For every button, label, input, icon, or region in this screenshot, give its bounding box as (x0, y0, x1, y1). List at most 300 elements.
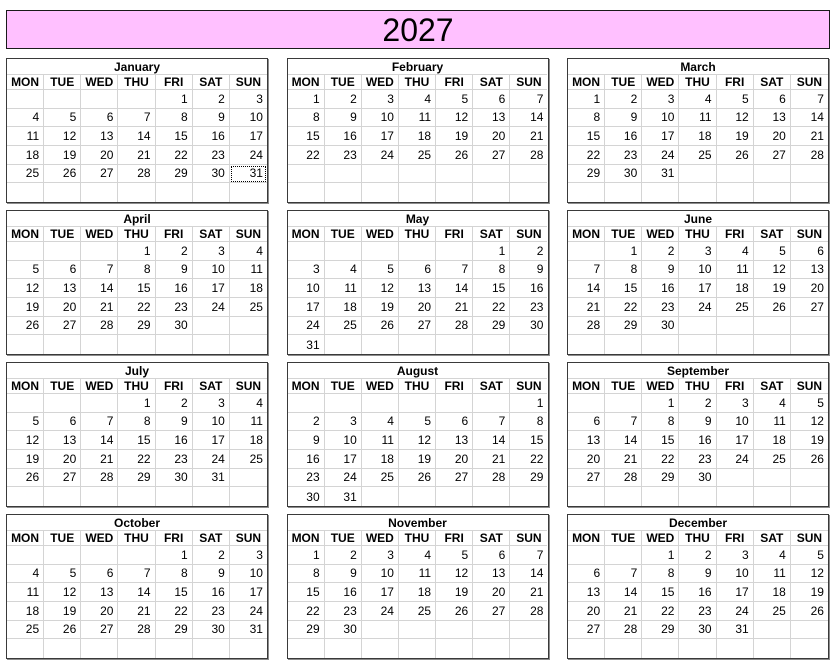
day-cell-december-27[interactable]: 27 (568, 621, 605, 640)
day-cell-january-24[interactable]: 24 (230, 146, 267, 165)
day-cell-november-19[interactable]: 19 (436, 583, 473, 602)
day-cell-september-5[interactable]: 5 (791, 394, 828, 413)
day-cell-november-5[interactable]: 5 (436, 546, 473, 565)
day-cell-may-4[interactable]: 4 (325, 261, 362, 280)
day-cell-june-7[interactable]: 7 (568, 261, 605, 280)
empty-day-cell[interactable] (754, 183, 791, 202)
day-cell-march-12[interactable]: 12 (717, 109, 754, 128)
empty-day-cell[interactable] (7, 487, 44, 506)
empty-day-cell[interactable] (230, 639, 267, 658)
day-cell-september-8[interactable]: 8 (642, 413, 679, 432)
empty-day-cell[interactable] (717, 317, 754, 336)
day-cell-september-26[interactable]: 26 (791, 450, 828, 469)
empty-day-cell[interactable] (118, 546, 155, 565)
day-cell-january-2[interactable]: 2 (193, 90, 230, 109)
day-cell-may-17[interactable]: 17 (288, 298, 325, 317)
day-cell-november-24[interactable]: 24 (362, 602, 399, 621)
day-cell-june-2[interactable]: 2 (642, 242, 679, 261)
empty-day-cell[interactable] (156, 183, 193, 202)
empty-day-cell[interactable] (436, 165, 473, 184)
day-cell-september-14[interactable]: 14 (605, 431, 642, 450)
day-cell-april-27[interactable]: 27 (44, 317, 81, 336)
day-cell-may-11[interactable]: 11 (325, 279, 362, 298)
day-cell-april-30[interactable]: 30 (156, 317, 193, 336)
day-cell-february-25[interactable]: 25 (399, 146, 436, 165)
day-cell-april-14[interactable]: 14 (81, 279, 118, 298)
day-cell-november-12[interactable]: 12 (436, 565, 473, 584)
day-cell-february-9[interactable]: 9 (325, 109, 362, 128)
day-cell-february-3[interactable]: 3 (362, 90, 399, 109)
day-cell-july-20[interactable]: 20 (44, 450, 81, 469)
day-cell-august-23[interactable]: 23 (288, 469, 325, 488)
day-cell-july-27[interactable]: 27 (44, 469, 81, 488)
day-cell-april-26[interactable]: 26 (7, 317, 44, 336)
day-cell-march-26[interactable]: 26 (717, 146, 754, 165)
day-cell-december-2[interactable]: 2 (679, 546, 716, 565)
day-cell-march-19[interactable]: 19 (717, 127, 754, 146)
empty-day-cell[interactable] (568, 639, 605, 658)
day-cell-october-23[interactable]: 23 (193, 602, 230, 621)
empty-day-cell[interactable] (679, 183, 716, 202)
day-cell-march-2[interactable]: 2 (605, 90, 642, 109)
empty-day-cell[interactable] (362, 335, 399, 354)
empty-day-cell[interactable] (717, 183, 754, 202)
day-cell-may-26[interactable]: 26 (362, 317, 399, 336)
day-cell-december-23[interactable]: 23 (679, 602, 716, 621)
day-cell-april-7[interactable]: 7 (81, 261, 118, 280)
day-cell-april-17[interactable]: 17 (193, 279, 230, 298)
day-cell-march-25[interactable]: 25 (679, 146, 716, 165)
day-cell-july-17[interactable]: 17 (193, 431, 230, 450)
empty-day-cell[interactable] (754, 621, 791, 640)
day-cell-april-5[interactable]: 5 (7, 261, 44, 280)
day-cell-february-1[interactable]: 1 (288, 90, 325, 109)
empty-day-cell[interactable] (605, 335, 642, 354)
day-cell-august-30[interactable]: 30 (288, 487, 325, 506)
day-cell-august-3[interactable]: 3 (325, 413, 362, 432)
empty-day-cell[interactable] (7, 90, 44, 109)
empty-day-cell[interactable] (399, 487, 436, 506)
empty-day-cell[interactable] (754, 335, 791, 354)
day-cell-november-6[interactable]: 6 (473, 546, 510, 565)
empty-day-cell[interactable] (754, 639, 791, 658)
day-cell-march-14[interactable]: 14 (791, 109, 828, 128)
day-cell-july-24[interactable]: 24 (193, 450, 230, 469)
empty-day-cell[interactable] (399, 183, 436, 202)
empty-day-cell[interactable] (193, 335, 230, 354)
empty-day-cell[interactable] (362, 242, 399, 261)
empty-day-cell[interactable] (81, 546, 118, 565)
day-cell-november-1[interactable]: 1 (288, 546, 325, 565)
day-cell-august-5[interactable]: 5 (399, 413, 436, 432)
day-cell-april-22[interactable]: 22 (118, 298, 155, 317)
empty-day-cell[interactable] (679, 335, 716, 354)
day-cell-january-16[interactable]: 16 (193, 127, 230, 146)
day-cell-january-25[interactable]: 25 (7, 165, 44, 184)
day-cell-may-6[interactable]: 6 (399, 261, 436, 280)
empty-day-cell[interactable] (754, 487, 791, 506)
day-cell-june-15[interactable]: 15 (605, 279, 642, 298)
empty-day-cell[interactable] (436, 394, 473, 413)
day-cell-july-30[interactable]: 30 (156, 469, 193, 488)
day-cell-october-4[interactable]: 4 (7, 565, 44, 584)
day-cell-november-9[interactable]: 9 (325, 565, 362, 584)
empty-day-cell[interactable] (118, 183, 155, 202)
day-cell-april-12[interactable]: 12 (7, 279, 44, 298)
day-cell-october-14[interactable]: 14 (118, 583, 155, 602)
day-cell-october-16[interactable]: 16 (193, 583, 230, 602)
empty-day-cell[interactable] (325, 394, 362, 413)
day-cell-november-7[interactable]: 7 (510, 546, 547, 565)
day-cell-may-31[interactable]: 31 (288, 335, 325, 354)
day-cell-december-4[interactable]: 4 (754, 546, 791, 565)
day-cell-july-23[interactable]: 23 (156, 450, 193, 469)
day-cell-october-12[interactable]: 12 (44, 583, 81, 602)
empty-day-cell[interactable] (568, 335, 605, 354)
day-cell-december-15[interactable]: 15 (642, 583, 679, 602)
empty-day-cell[interactable] (81, 487, 118, 506)
day-cell-april-8[interactable]: 8 (118, 261, 155, 280)
day-cell-december-28[interactable]: 28 (605, 621, 642, 640)
day-cell-october-19[interactable]: 19 (44, 602, 81, 621)
empty-day-cell[interactable] (399, 639, 436, 658)
day-cell-october-31[interactable]: 31 (230, 621, 267, 640)
empty-day-cell[interactable] (44, 639, 81, 658)
empty-day-cell[interactable] (325, 165, 362, 184)
day-cell-august-15[interactable]: 15 (510, 431, 547, 450)
empty-day-cell[interactable] (44, 546, 81, 565)
day-cell-july-18[interactable]: 18 (230, 431, 267, 450)
empty-day-cell[interactable] (156, 335, 193, 354)
day-cell-july-9[interactable]: 9 (156, 413, 193, 432)
day-cell-august-4[interactable]: 4 (362, 413, 399, 432)
day-cell-may-19[interactable]: 19 (362, 298, 399, 317)
day-cell-october-11[interactable]: 11 (7, 583, 44, 602)
day-cell-july-22[interactable]: 22 (118, 450, 155, 469)
day-cell-september-21[interactable]: 21 (605, 450, 642, 469)
empty-day-cell[interactable] (436, 335, 473, 354)
empty-day-cell[interactable] (510, 183, 547, 202)
day-cell-january-15[interactable]: 15 (156, 127, 193, 146)
day-cell-april-28[interactable]: 28 (81, 317, 118, 336)
day-cell-december-8[interactable]: 8 (642, 565, 679, 584)
day-cell-december-21[interactable]: 21 (605, 602, 642, 621)
empty-day-cell[interactable] (399, 165, 436, 184)
day-cell-march-16[interactable]: 16 (605, 127, 642, 146)
empty-day-cell[interactable] (791, 183, 828, 202)
day-cell-january-5[interactable]: 5 (44, 109, 81, 128)
day-cell-november-22[interactable]: 22 (288, 602, 325, 621)
empty-day-cell[interactable] (679, 317, 716, 336)
day-cell-december-24[interactable]: 24 (717, 602, 754, 621)
day-cell-september-11[interactable]: 11 (754, 413, 791, 432)
day-cell-february-23[interactable]: 23 (325, 146, 362, 165)
day-cell-may-21[interactable]: 21 (436, 298, 473, 317)
day-cell-april-25[interactable]: 25 (230, 298, 267, 317)
day-cell-april-20[interactable]: 20 (44, 298, 81, 317)
day-cell-october-27[interactable]: 27 (81, 621, 118, 640)
day-cell-january-1[interactable]: 1 (156, 90, 193, 109)
empty-day-cell[interactable] (510, 621, 547, 640)
empty-day-cell[interactable] (791, 335, 828, 354)
day-cell-july-26[interactable]: 26 (7, 469, 44, 488)
day-cell-june-26[interactable]: 26 (754, 298, 791, 317)
day-cell-february-13[interactable]: 13 (473, 109, 510, 128)
day-cell-september-3[interactable]: 3 (717, 394, 754, 413)
day-cell-january-27[interactable]: 27 (81, 165, 118, 184)
day-cell-february-26[interactable]: 26 (436, 146, 473, 165)
day-cell-may-9[interactable]: 9 (510, 261, 547, 280)
day-cell-february-11[interactable]: 11 (399, 109, 436, 128)
day-cell-august-29[interactable]: 29 (510, 469, 547, 488)
day-cell-june-6[interactable]: 6 (791, 242, 828, 261)
day-cell-august-14[interactable]: 14 (473, 431, 510, 450)
day-cell-october-24[interactable]: 24 (230, 602, 267, 621)
empty-day-cell[interactable] (791, 621, 828, 640)
day-cell-october-30[interactable]: 30 (193, 621, 230, 640)
day-cell-october-18[interactable]: 18 (7, 602, 44, 621)
empty-day-cell[interactable] (7, 335, 44, 354)
empty-day-cell[interactable] (399, 335, 436, 354)
day-cell-december-9[interactable]: 9 (679, 565, 716, 584)
empty-day-cell[interactable] (118, 487, 155, 506)
day-cell-august-27[interactable]: 27 (436, 469, 473, 488)
day-cell-june-16[interactable]: 16 (642, 279, 679, 298)
day-cell-april-10[interactable]: 10 (193, 261, 230, 280)
day-cell-december-14[interactable]: 14 (605, 583, 642, 602)
empty-day-cell[interactable] (288, 165, 325, 184)
empty-day-cell[interactable] (568, 487, 605, 506)
day-cell-january-11[interactable]: 11 (7, 127, 44, 146)
day-cell-december-11[interactable]: 11 (754, 565, 791, 584)
day-cell-march-15[interactable]: 15 (568, 127, 605, 146)
day-cell-may-7[interactable]: 7 (436, 261, 473, 280)
empty-day-cell[interactable] (230, 183, 267, 202)
day-cell-january-20[interactable]: 20 (81, 146, 118, 165)
empty-day-cell[interactable] (510, 487, 547, 506)
day-cell-april-2[interactable]: 2 (156, 242, 193, 261)
day-cell-october-21[interactable]: 21 (118, 602, 155, 621)
day-cell-december-7[interactable]: 7 (605, 565, 642, 584)
day-cell-september-15[interactable]: 15 (642, 431, 679, 450)
day-cell-january-21[interactable]: 21 (118, 146, 155, 165)
day-cell-march-28[interactable]: 28 (791, 146, 828, 165)
day-cell-december-1[interactable]: 1 (642, 546, 679, 565)
day-cell-june-23[interactable]: 23 (642, 298, 679, 317)
day-cell-november-29[interactable]: 29 (288, 621, 325, 640)
day-cell-april-29[interactable]: 29 (118, 317, 155, 336)
day-cell-june-4[interactable]: 4 (717, 242, 754, 261)
day-cell-may-27[interactable]: 27 (399, 317, 436, 336)
day-cell-august-10[interactable]: 10 (325, 431, 362, 450)
day-cell-may-13[interactable]: 13 (399, 279, 436, 298)
day-cell-september-29[interactable]: 29 (642, 469, 679, 488)
day-cell-may-3[interactable]: 3 (288, 261, 325, 280)
day-cell-august-1[interactable]: 1 (510, 394, 547, 413)
day-cell-february-19[interactable]: 19 (436, 127, 473, 146)
day-cell-june-5[interactable]: 5 (754, 242, 791, 261)
empty-day-cell[interactable] (7, 639, 44, 658)
day-cell-september-7[interactable]: 7 (605, 413, 642, 432)
day-cell-august-18[interactable]: 18 (362, 450, 399, 469)
day-cell-march-6[interactable]: 6 (754, 90, 791, 109)
day-cell-september-24[interactable]: 24 (717, 450, 754, 469)
day-cell-january-8[interactable]: 8 (156, 109, 193, 128)
day-cell-february-12[interactable]: 12 (436, 109, 473, 128)
day-cell-june-13[interactable]: 13 (791, 261, 828, 280)
day-cell-february-7[interactable]: 7 (510, 90, 547, 109)
day-cell-march-24[interactable]: 24 (642, 146, 679, 165)
empty-day-cell[interactable] (44, 394, 81, 413)
empty-day-cell[interactable] (362, 165, 399, 184)
day-cell-june-20[interactable]: 20 (791, 279, 828, 298)
day-cell-june-22[interactable]: 22 (605, 298, 642, 317)
empty-day-cell[interactable] (717, 639, 754, 658)
day-cell-may-8[interactable]: 8 (473, 261, 510, 280)
empty-day-cell[interactable] (7, 546, 44, 565)
day-cell-january-9[interactable]: 9 (193, 109, 230, 128)
day-cell-may-15[interactable]: 15 (473, 279, 510, 298)
empty-day-cell[interactable] (436, 183, 473, 202)
day-cell-february-8[interactable]: 8 (288, 109, 325, 128)
day-cell-may-28[interactable]: 28 (436, 317, 473, 336)
day-cell-september-6[interactable]: 6 (568, 413, 605, 432)
day-cell-february-17[interactable]: 17 (362, 127, 399, 146)
day-cell-july-29[interactable]: 29 (118, 469, 155, 488)
empty-day-cell[interactable] (642, 183, 679, 202)
day-cell-august-12[interactable]: 12 (399, 431, 436, 450)
empty-day-cell[interactable] (44, 183, 81, 202)
day-cell-september-12[interactable]: 12 (791, 413, 828, 432)
day-cell-august-13[interactable]: 13 (436, 431, 473, 450)
empty-day-cell[interactable] (230, 487, 267, 506)
day-cell-march-9[interactable]: 9 (605, 109, 642, 128)
day-cell-june-3[interactable]: 3 (679, 242, 716, 261)
day-cell-september-30[interactable]: 30 (679, 469, 716, 488)
day-cell-may-18[interactable]: 18 (325, 298, 362, 317)
day-cell-june-14[interactable]: 14 (568, 279, 605, 298)
day-cell-november-30[interactable]: 30 (325, 621, 362, 640)
day-cell-february-21[interactable]: 21 (510, 127, 547, 146)
day-cell-april-18[interactable]: 18 (230, 279, 267, 298)
day-cell-september-1[interactable]: 1 (642, 394, 679, 413)
day-cell-december-16[interactable]: 16 (679, 583, 716, 602)
day-cell-april-11[interactable]: 11 (230, 261, 267, 280)
day-cell-december-25[interactable]: 25 (754, 602, 791, 621)
day-cell-july-6[interactable]: 6 (44, 413, 81, 432)
day-cell-december-10[interactable]: 10 (717, 565, 754, 584)
empty-day-cell[interactable] (325, 335, 362, 354)
empty-day-cell[interactable] (510, 335, 547, 354)
day-cell-december-17[interactable]: 17 (717, 583, 754, 602)
day-cell-may-22[interactable]: 22 (473, 298, 510, 317)
empty-day-cell[interactable] (679, 165, 716, 184)
day-cell-april-15[interactable]: 15 (118, 279, 155, 298)
day-cell-february-10[interactable]: 10 (362, 109, 399, 128)
day-cell-june-24[interactable]: 24 (679, 298, 716, 317)
empty-day-cell[interactable] (362, 394, 399, 413)
day-cell-july-13[interactable]: 13 (44, 431, 81, 450)
day-cell-july-10[interactable]: 10 (193, 413, 230, 432)
day-cell-april-23[interactable]: 23 (156, 298, 193, 317)
day-cell-march-22[interactable]: 22 (568, 146, 605, 165)
day-cell-december-20[interactable]: 20 (568, 602, 605, 621)
day-cell-december-3[interactable]: 3 (717, 546, 754, 565)
empty-day-cell[interactable] (717, 469, 754, 488)
empty-day-cell[interactable] (44, 335, 81, 354)
day-cell-august-25[interactable]: 25 (362, 469, 399, 488)
day-cell-april-21[interactable]: 21 (81, 298, 118, 317)
day-cell-may-2[interactable]: 2 (510, 242, 547, 261)
empty-day-cell[interactable] (436, 639, 473, 658)
empty-day-cell[interactable] (193, 183, 230, 202)
empty-day-cell[interactable] (193, 639, 230, 658)
day-cell-october-5[interactable]: 5 (44, 565, 81, 584)
day-cell-january-28[interactable]: 28 (118, 165, 155, 184)
day-cell-september-23[interactable]: 23 (679, 450, 716, 469)
day-cell-march-21[interactable]: 21 (791, 127, 828, 146)
day-cell-february-16[interactable]: 16 (325, 127, 362, 146)
day-cell-july-2[interactable]: 2 (156, 394, 193, 413)
empty-day-cell[interactable] (717, 487, 754, 506)
empty-day-cell[interactable] (44, 487, 81, 506)
day-cell-july-21[interactable]: 21 (81, 450, 118, 469)
day-cell-july-16[interactable]: 16 (156, 431, 193, 450)
day-cell-may-30[interactable]: 30 (510, 317, 547, 336)
day-cell-january-6[interactable]: 6 (81, 109, 118, 128)
day-cell-september-9[interactable]: 9 (679, 413, 716, 432)
empty-day-cell[interactable] (717, 335, 754, 354)
day-cell-march-31[interactable]: 31 (642, 165, 679, 184)
day-cell-march-13[interactable]: 13 (754, 109, 791, 128)
day-cell-june-28[interactable]: 28 (568, 317, 605, 336)
empty-day-cell[interactable] (193, 487, 230, 506)
day-cell-november-21[interactable]: 21 (510, 583, 547, 602)
empty-day-cell[interactable] (642, 335, 679, 354)
empty-day-cell[interactable] (473, 621, 510, 640)
day-cell-october-15[interactable]: 15 (156, 583, 193, 602)
day-cell-october-8[interactable]: 8 (156, 565, 193, 584)
day-cell-august-7[interactable]: 7 (473, 413, 510, 432)
day-cell-june-21[interactable]: 21 (568, 298, 605, 317)
day-cell-january-4[interactable]: 4 (7, 109, 44, 128)
day-cell-june-17[interactable]: 17 (679, 279, 716, 298)
day-cell-september-28[interactable]: 28 (605, 469, 642, 488)
day-cell-july-19[interactable]: 19 (7, 450, 44, 469)
day-cell-march-4[interactable]: 4 (679, 90, 716, 109)
day-cell-june-1[interactable]: 1 (605, 242, 642, 261)
empty-day-cell[interactable] (81, 183, 118, 202)
day-cell-march-30[interactable]: 30 (605, 165, 642, 184)
day-cell-april-4[interactable]: 4 (230, 242, 267, 261)
day-cell-june-10[interactable]: 10 (679, 261, 716, 280)
day-cell-march-29[interactable]: 29 (568, 165, 605, 184)
day-cell-march-11[interactable]: 11 (679, 109, 716, 128)
day-cell-september-2[interactable]: 2 (679, 394, 716, 413)
empty-day-cell[interactable] (473, 394, 510, 413)
empty-day-cell[interactable] (325, 183, 362, 202)
day-cell-november-15[interactable]: 15 (288, 583, 325, 602)
day-cell-august-20[interactable]: 20 (436, 450, 473, 469)
day-cell-november-28[interactable]: 28 (510, 602, 547, 621)
day-cell-october-3[interactable]: 3 (230, 546, 267, 565)
empty-day-cell[interactable] (156, 487, 193, 506)
day-cell-november-17[interactable]: 17 (362, 583, 399, 602)
day-cell-july-8[interactable]: 8 (118, 413, 155, 432)
day-cell-january-17[interactable]: 17 (230, 127, 267, 146)
day-cell-october-1[interactable]: 1 (156, 546, 193, 565)
day-cell-august-17[interactable]: 17 (325, 450, 362, 469)
